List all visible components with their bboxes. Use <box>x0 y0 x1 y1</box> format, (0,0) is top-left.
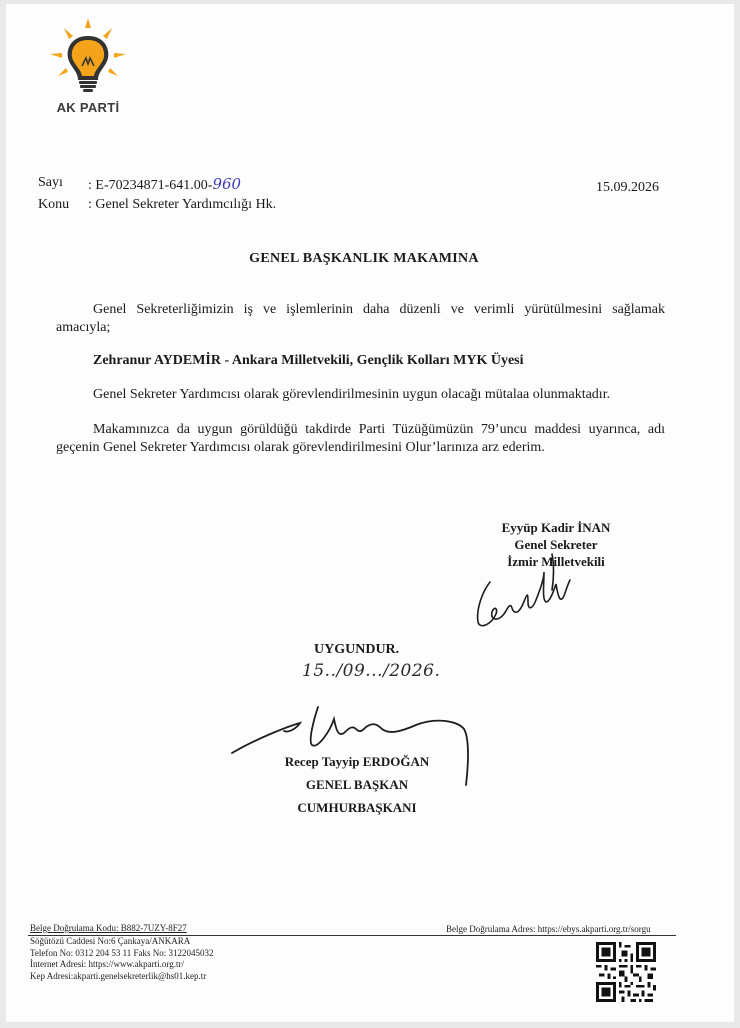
signer-2-block <box>262 750 452 819</box>
signer-1-role: Genel Sekreter <box>514 537 598 552</box>
verification-code <box>30 923 187 935</box>
party-logo <box>46 18 130 122</box>
konu-label: Konu <box>38 197 70 212</box>
signer-1-name: Eyyüp Kadir İNAN <box>501 520 611 535</box>
paragraph-1-line-1: Genel Sekreterliğimizin iş ve işlemlerinin daha düzenli ve verimli yürütülmesini sağlamak <box>93 302 665 317</box>
sayi-number: : E-70234871-641.00- <box>88 178 213 193</box>
verification-address: Belge Doğrulama Adres: https://ebys.akparti.org.tr/sorgu <box>446 924 651 934</box>
approval-label: UYGUNDUR. <box>314 642 400 657</box>
footer-phone: Telefon No: 0312 204 53 11 Faks No: 3122045032 <box>30 947 214 958</box>
signature-1-image <box>468 544 588 639</box>
qr-code-icon <box>596 942 656 1002</box>
approval-date-handwritten: 15../09.../2026. <box>302 661 441 681</box>
footer-kep: Kep Adresi:akparti.genelsekreterlik@hs01.kep.tr <box>30 970 207 981</box>
page-title: GENEL BAŞKANLIK MAKAMINA <box>249 251 479 266</box>
signer-2-name: Recep Tayyip ERDOĞAN <box>284 754 430 769</box>
paragraph-1-line-2: amacıyla; <box>56 320 111 335</box>
document-page <box>6 4 734 1022</box>
footer-contact-block <box>30 936 214 982</box>
footer-address: Söğütözü Caddesi No:6 Çankaya/ANKARA <box>30 936 191 946</box>
lightbulb-logo-icon <box>46 18 130 102</box>
signer-1-seat: İzmir Milletvekili <box>507 554 605 569</box>
signer-2-office: CUMHURBAŞKANI <box>297 800 417 815</box>
verification-code-text: Belge Doğrulama Kodu: B882-7UZY-8F27 <box>30 923 187 933</box>
sayi-label: Sayı <box>38 175 63 190</box>
paragraph-2: Genel Sekreter Yardımcısı olarak görevlendirilmesinin uygun olacağı mütalaa olunmaktadır. <box>93 387 611 402</box>
appointee-line: Zehranur AYDEMİR - Ankara Milletvekili, Gençlik Kolları MYK Üyesi <box>93 353 524 368</box>
signer-2-role: GENEL BAŞKAN <box>305 777 409 792</box>
footer-web: İnternet Adresi: https://www.akparti.org.tr/ <box>30 959 184 969</box>
paragraph-3-line-1: Makamınızca da uygun görüldüğü takdirde Parti Tüzüğümüzün 79’uncu maddesi uyarınca, adı <box>93 422 665 437</box>
konu-value: : Genel Sekreter Yardımcılığı Hk. <box>88 197 277 212</box>
document-date: 15.09.2026 <box>596 180 659 195</box>
paragraph-3-line-2: geçenin Genel Sekreter Yardımcısı olarak görevlendirilmesini Olur’larınıza arz ederim. <box>56 440 545 455</box>
sayi-value <box>88 175 241 194</box>
sayi-handwritten-number: 960 <box>212 175 242 193</box>
logo-text: AK PARTİ <box>56 100 120 115</box>
